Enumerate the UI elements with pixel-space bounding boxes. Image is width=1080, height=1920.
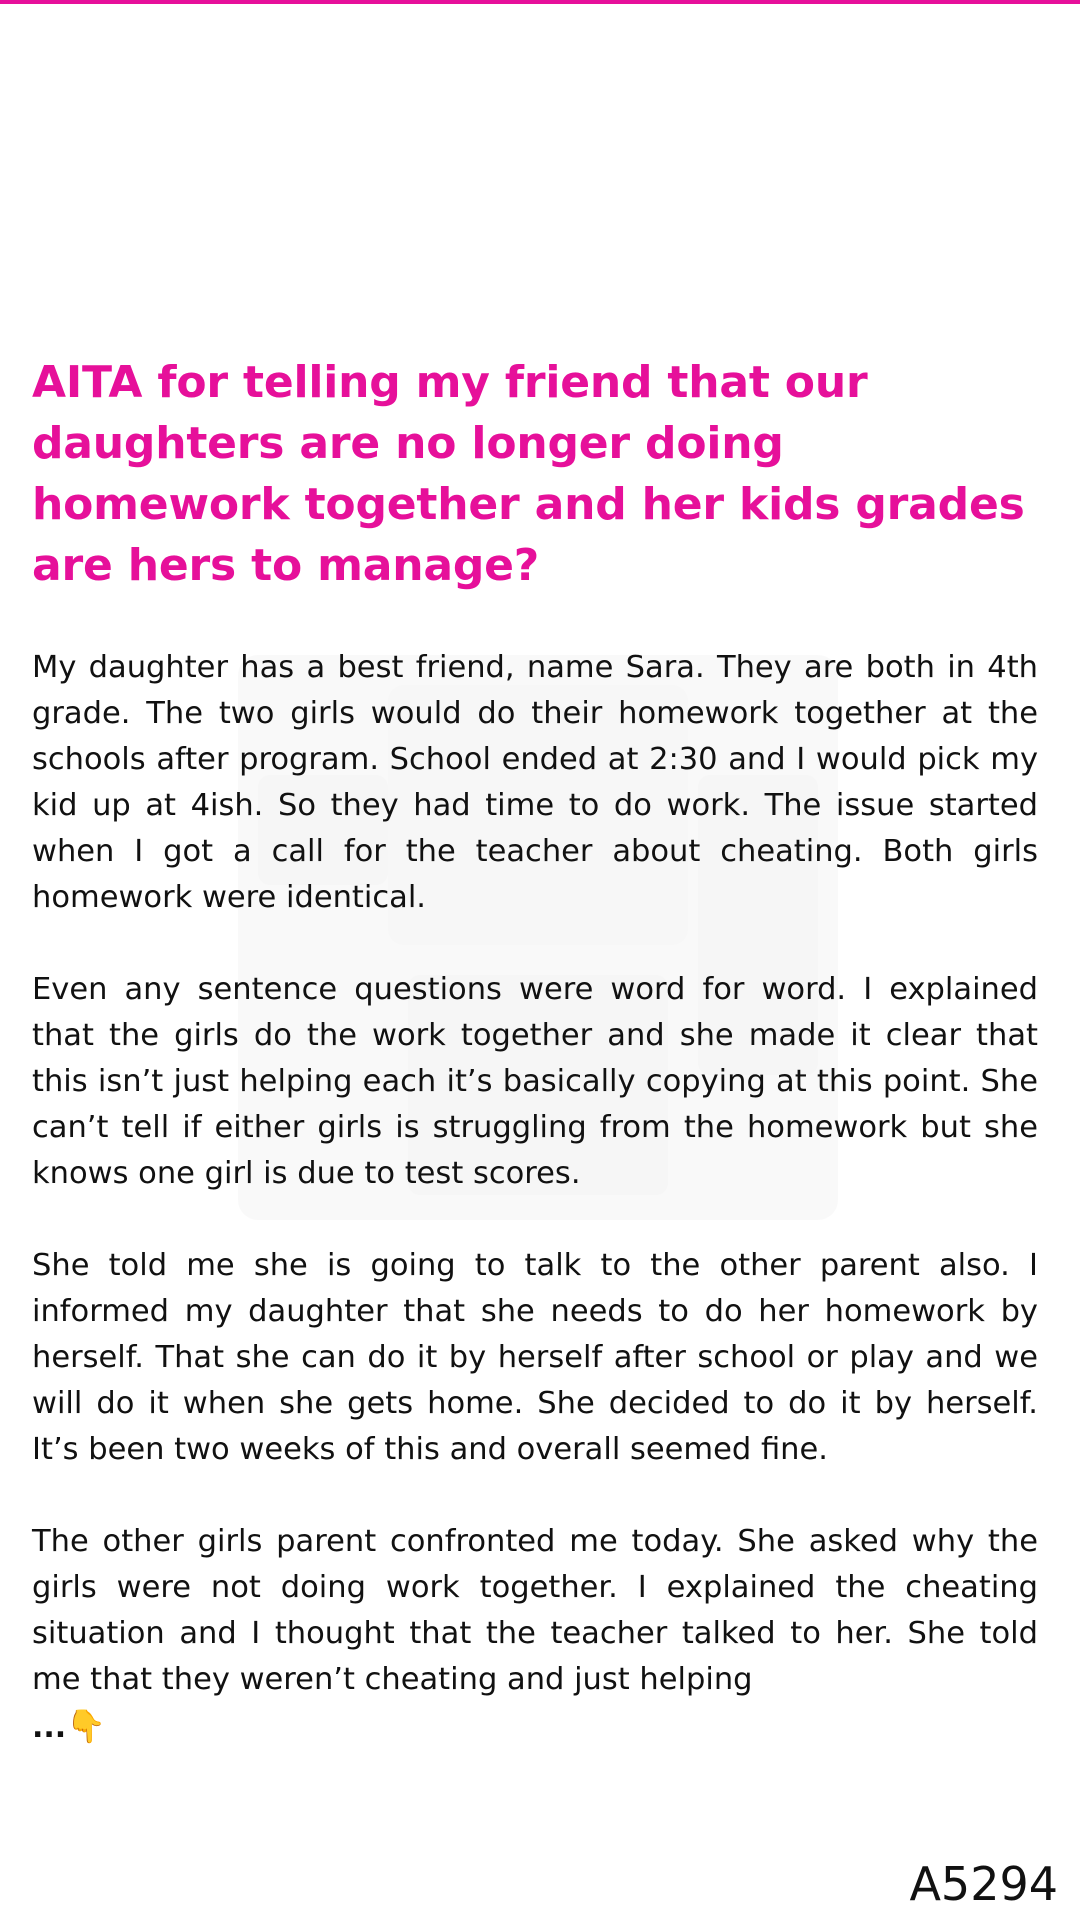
story-paragraph: The other girls parent confronted me today. She asked why the girls were not doing work together. I explained the cheating situation and I thought that the teacher talked to her. She told me that they weren’t cheating and just helping [32, 1524, 1038, 1697]
story-paragraph: My daughter has a best friend, name Sara. They are both in 4th grade. The two girls would do their homework together at the schools after program. School ended at 2:30 and I would pick my kid up at 4ish. So they had time to do work. The issue started when I got a call for the teacher about cheating. Both girls homework were identical. [32, 650, 1038, 915]
pointing-down-hand-icon: 👇 [66, 1707, 107, 1745]
story-paragraph: Even any sentence questions were word for word. I explained that the girls do the work together and she made it clear that this isn’t just helping each it’s basically copying at this point. She can’t tell if either girls is struggling from the homework but she knows one girl is due to test scores. [32, 972, 1038, 1191]
story-body [32, 645, 1038, 1751]
post-code: A5294 [909, 1857, 1058, 1911]
continuation-line [32, 1703, 1038, 1751]
story-paragraph: She told me she is going to talk to the other parent also. I informed my daughter that she needs to do her homework by herself. That she can do it by herself after school or play and we will do it when she gets home. She decided to do it by herself. It’s been two weeks of this and overall seemed fine. [32, 1248, 1038, 1467]
top-accent-bar [0, 0, 1080, 4]
post-title: AITA for telling my friend that our daughters are no longer doing homework together and her kids grades are hers to manage? [32, 357, 1025, 591]
continuation-ellipsis: ... [32, 1710, 67, 1745]
